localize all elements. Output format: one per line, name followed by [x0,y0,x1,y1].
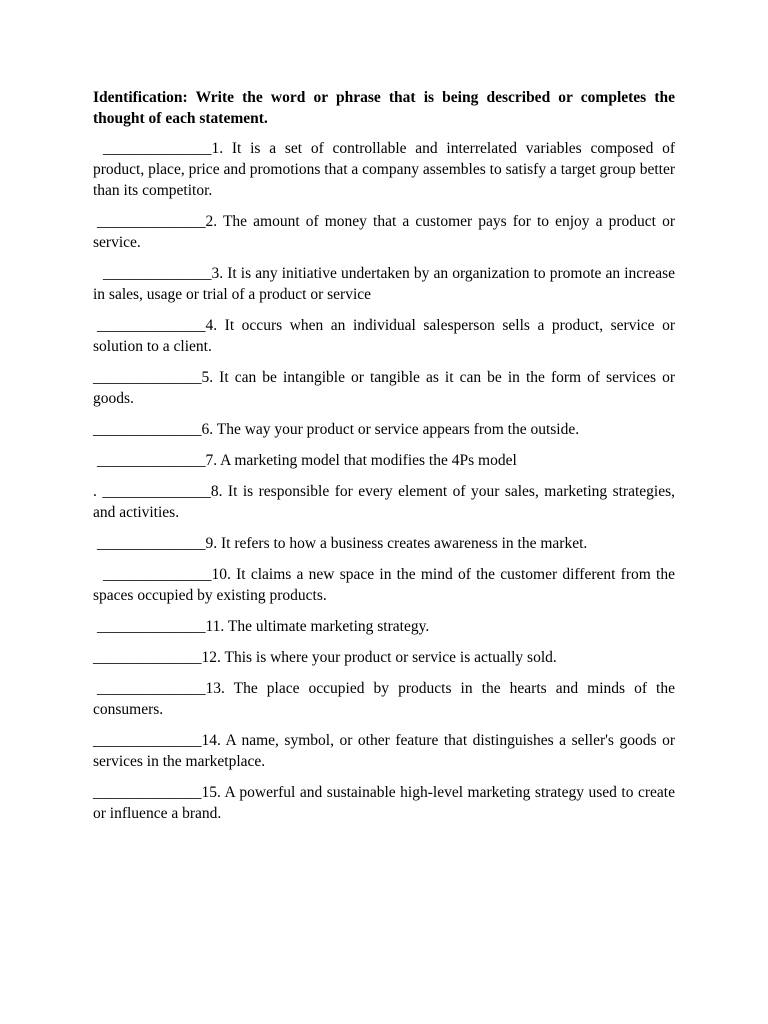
worksheet-page [93,87,675,834]
item-text: It occurs when an individual salesperson sells a product, service or solution to a client. [93,317,675,355]
question-item-9 [93,533,675,554]
answer-blank: ______________ [93,649,202,666]
question-item-7 [93,450,675,471]
item-text: It is a set of controllable and interrelated variables composed of product, place, price and promotions that a company assembles to satisfy a target group better than its competitor. [93,140,675,199]
item-text: The way your product or service appears from the outside. [213,421,580,438]
item-text: A name, symbol, or other feature that distinguishes a seller's goods or services in the marketplace. [93,732,675,770]
item-prefix: . [93,483,103,500]
item-number: 11. [205,618,225,635]
item-text: The place occupied by products in the hearts and minds of the consumers. [93,680,675,718]
answer-blank: ______________ [103,140,212,157]
item-text: It refers to how a business creates awareness in the market. [217,535,588,552]
answer-blank: ______________ [103,566,212,583]
item-text: It can be intangible or tangible as it can be in the form of services or goods. [93,369,675,407]
answer-blank: ______________ [97,680,206,697]
question-item-3 [93,263,675,305]
item-text: A marketing model that modifies the 4Ps model [217,452,517,469]
answer-blank: ______________ [102,483,211,500]
answer-blank: ______________ [93,369,202,386]
question-item-14 [93,730,675,772]
item-number: 4. [205,317,218,334]
item-number: 3. [211,265,224,282]
question-item-15 [93,782,675,824]
item-text: This is where your product or service is actually sold. [220,649,557,666]
item-text: It is responsible for every element of your sales, marketing strategies, and activities. [93,483,676,521]
question-item-10 [93,564,675,606]
question-item-11 [93,616,675,637]
item-number: 8. [210,483,223,500]
question-item-12 [93,647,675,668]
instructions-heading: Identification: Write the word or phrase that is being described or completes the thought of each statement. [93,89,675,127]
item-number: 15. [201,784,221,801]
question-item-8 [93,481,675,523]
answer-blank: ______________ [97,213,206,230]
question-item-6 [93,419,675,440]
item-number: 1. [211,140,224,157]
question-item-4 [93,315,675,357]
answer-blank: ______________ [97,317,206,334]
answer-blank: ______________ [103,265,212,282]
question-item-2 [93,211,675,253]
item-text: The ultimate marketing strategy. [224,618,430,635]
answer-blank: ______________ [97,618,206,635]
item-number: 12. [201,649,221,666]
item-number: 9. [205,535,218,552]
item-text: The amount of money that a customer pays for to enjoy a product or service. [93,213,675,251]
answer-blank: ______________ [93,421,202,438]
item-number: 13. [205,680,225,697]
item-number: 6. [201,421,214,438]
item-number: 7. [205,452,218,469]
item-text: A powerful and sustainable high-level marketing strategy used to create or influence a brand. [93,784,675,822]
item-number: 2. [205,213,218,230]
question-list [93,138,675,824]
item-text: It claims a new space in the mind of the customer different from the spaces occupied by existing products. [93,566,675,604]
item-text: It is any initiative undertaken by an organization to promote an increase in sales, usage or trial of a product or service [93,265,675,303]
question-item-13 [93,678,675,720]
answer-blank: ______________ [93,784,202,801]
question-item-1 [93,138,675,201]
item-number: 14. [201,732,221,749]
answer-blank: ______________ [97,535,206,552]
answer-blank: ______________ [93,732,202,749]
answer-blank: ______________ [97,452,206,469]
item-number: 5. [201,369,214,386]
item-number: 10. [211,566,231,583]
question-item-5 [93,367,675,409]
